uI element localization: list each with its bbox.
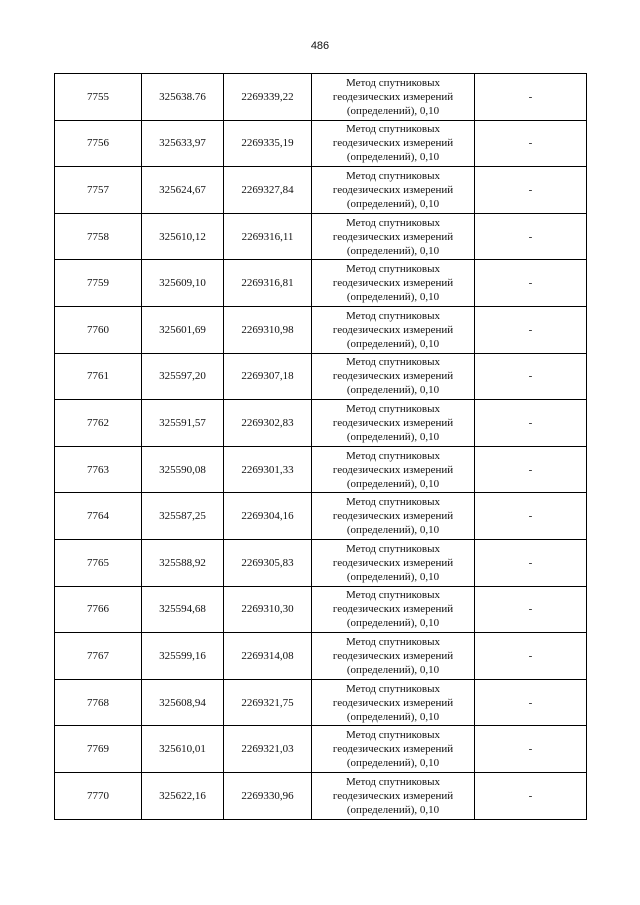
method-line: Метод спутниковых bbox=[346, 216, 440, 229]
extra-cell: - bbox=[475, 633, 587, 680]
x-coordinate-cell: 325610,01 bbox=[142, 726, 224, 773]
method-line: (определений), 0,10 bbox=[346, 757, 440, 770]
y-coordinate-cell: 2269327,84 bbox=[224, 167, 312, 214]
method-cell bbox=[312, 260, 475, 307]
extra-cell: - bbox=[475, 167, 587, 214]
coordinates-table-body bbox=[55, 74, 587, 820]
method-cell bbox=[312, 353, 475, 400]
method-line: (определений), 0,10 bbox=[346, 104, 440, 117]
method-line: (определений), 0,10 bbox=[346, 803, 440, 816]
method-line: (определений), 0,10 bbox=[346, 151, 440, 164]
method-line: (определений), 0,10 bbox=[346, 291, 440, 304]
method-line: геодезических измерений bbox=[332, 277, 454, 290]
method-line: Метод спутниковых bbox=[346, 682, 440, 695]
method-line: геодезических измерений bbox=[332, 90, 454, 103]
method-cell bbox=[312, 74, 475, 121]
method-line: Метод спутниковых bbox=[346, 402, 440, 415]
method-line: Метод спутниковых bbox=[346, 542, 440, 555]
point-number-cell: 7755 bbox=[55, 74, 142, 121]
x-coordinate-cell: 325610,12 bbox=[142, 213, 224, 260]
method-line: геодезических измерений bbox=[332, 510, 454, 523]
point-number-cell: 7767 bbox=[55, 633, 142, 680]
method-cell bbox=[312, 120, 475, 167]
y-coordinate-cell: 2269321,03 bbox=[224, 726, 312, 773]
table-row bbox=[55, 679, 587, 726]
x-coordinate-cell: 325590,08 bbox=[142, 446, 224, 493]
y-coordinate-cell: 2269316,11 bbox=[224, 213, 312, 260]
point-number-cell: 7756 bbox=[55, 120, 142, 167]
method-line: Метод спутниковых bbox=[346, 496, 440, 509]
extra-cell: - bbox=[475, 446, 587, 493]
x-coordinate-cell: 325591,57 bbox=[142, 400, 224, 447]
table-row bbox=[55, 260, 587, 307]
method-line: (определений), 0,10 bbox=[346, 570, 440, 583]
method-line: геодезических измерений bbox=[332, 789, 454, 802]
method-line: Метод спутниковых bbox=[346, 635, 440, 648]
y-coordinate-cell: 2269321,75 bbox=[224, 679, 312, 726]
method-cell bbox=[312, 772, 475, 819]
method-line: Метод спутниковых bbox=[346, 123, 440, 136]
method-cell bbox=[312, 446, 475, 493]
method-line: (определений), 0,10 bbox=[346, 384, 440, 397]
y-coordinate-cell: 2269330,96 bbox=[224, 772, 312, 819]
y-coordinate-cell: 2269310,98 bbox=[224, 306, 312, 353]
extra-cell: - bbox=[475, 400, 587, 447]
x-coordinate-cell: 325601,69 bbox=[142, 306, 224, 353]
extra-cell: - bbox=[475, 586, 587, 633]
y-coordinate-cell: 2269302,83 bbox=[224, 400, 312, 447]
method-line: геодезических измерений bbox=[332, 603, 454, 616]
table-row bbox=[55, 446, 587, 493]
table-row bbox=[55, 772, 587, 819]
point-number-cell: 7768 bbox=[55, 679, 142, 726]
x-coordinate-cell: 325587,25 bbox=[142, 493, 224, 540]
method-line: Метод спутниковых bbox=[346, 76, 440, 89]
method-line: (определений), 0,10 bbox=[346, 244, 440, 257]
x-coordinate-cell: 325597,20 bbox=[142, 353, 224, 400]
x-coordinate-cell: 325624,67 bbox=[142, 167, 224, 214]
extra-cell: - bbox=[475, 539, 587, 586]
extra-cell: - bbox=[475, 726, 587, 773]
method-line: Метод спутниковых bbox=[346, 263, 440, 276]
y-coordinate-cell: 2269314,08 bbox=[224, 633, 312, 680]
y-coordinate-cell: 2269307,18 bbox=[224, 353, 312, 400]
method-line: геодезических измерений bbox=[332, 556, 454, 569]
method-line: геодезических измерений bbox=[332, 137, 454, 150]
method-line: геодезических измерений bbox=[332, 183, 454, 196]
x-coordinate-cell: 325608,94 bbox=[142, 679, 224, 726]
extra-cell: - bbox=[475, 679, 587, 726]
method-line: (определений), 0,10 bbox=[346, 663, 440, 676]
method-cell bbox=[312, 213, 475, 260]
table-row bbox=[55, 306, 587, 353]
x-coordinate-cell: 325594,68 bbox=[142, 586, 224, 633]
method-line: геодезических измерений bbox=[332, 743, 454, 756]
method-line: Метод спутниковых bbox=[346, 449, 440, 462]
coordinates-table bbox=[54, 73, 587, 820]
method-line: геодезических измерений bbox=[332, 463, 454, 476]
table-row bbox=[55, 633, 587, 680]
table-row bbox=[55, 353, 587, 400]
point-number-cell: 7762 bbox=[55, 400, 142, 447]
table-row bbox=[55, 167, 587, 214]
method-line: Метод спутниковых bbox=[346, 775, 440, 788]
y-coordinate-cell: 2269301,33 bbox=[224, 446, 312, 493]
extra-cell: - bbox=[475, 120, 587, 167]
y-coordinate-cell: 2269310,30 bbox=[224, 586, 312, 633]
x-coordinate-cell: 325633,97 bbox=[142, 120, 224, 167]
method-line: (определений), 0,10 bbox=[346, 710, 440, 723]
method-line: Метод спутниковых bbox=[346, 729, 440, 742]
method-line: Метод спутниковых bbox=[346, 309, 440, 322]
x-coordinate-cell: 325599,16 bbox=[142, 633, 224, 680]
extra-cell: - bbox=[475, 353, 587, 400]
table-row bbox=[55, 120, 587, 167]
extra-cell: - bbox=[475, 493, 587, 540]
method-cell bbox=[312, 400, 475, 447]
x-coordinate-cell: 325638.76 bbox=[142, 74, 224, 121]
method-line: геодезических измерений bbox=[332, 370, 454, 383]
y-coordinate-cell: 2269339,22 bbox=[224, 74, 312, 121]
x-coordinate-cell: 325609,10 bbox=[142, 260, 224, 307]
x-coordinate-cell: 325622,16 bbox=[142, 772, 224, 819]
method-cell bbox=[312, 306, 475, 353]
table-row bbox=[55, 213, 587, 260]
method-line: геодезических измерений bbox=[332, 416, 454, 429]
y-coordinate-cell: 2269335,19 bbox=[224, 120, 312, 167]
extra-cell: - bbox=[475, 772, 587, 819]
method-cell bbox=[312, 493, 475, 540]
y-coordinate-cell: 2269304,16 bbox=[224, 493, 312, 540]
point-number-cell: 7760 bbox=[55, 306, 142, 353]
method-line: Метод спутниковых bbox=[346, 589, 440, 602]
point-number-cell: 7763 bbox=[55, 446, 142, 493]
table-row bbox=[55, 726, 587, 773]
method-line: (определений), 0,10 bbox=[346, 524, 440, 537]
method-line: (определений), 0,10 bbox=[346, 197, 440, 210]
method-cell bbox=[312, 726, 475, 773]
method-line: (определений), 0,10 bbox=[346, 477, 440, 490]
point-number-cell: 7770 bbox=[55, 772, 142, 819]
table-row bbox=[55, 74, 587, 121]
method-cell bbox=[312, 167, 475, 214]
point-number-cell: 7764 bbox=[55, 493, 142, 540]
method-line: геодезических измерений bbox=[332, 230, 454, 243]
method-cell bbox=[312, 679, 475, 726]
method-line: (определений), 0,10 bbox=[346, 617, 440, 630]
point-number-cell: 7761 bbox=[55, 353, 142, 400]
point-number-cell: 7765 bbox=[55, 539, 142, 586]
point-number-cell: 7757 bbox=[55, 167, 142, 214]
y-coordinate-cell: 2269316,81 bbox=[224, 260, 312, 307]
method-line: геодезических измерений bbox=[332, 649, 454, 662]
method-cell bbox=[312, 539, 475, 586]
extra-cell: - bbox=[475, 74, 587, 121]
page-number: 486 bbox=[310, 40, 330, 52]
point-number-cell: 7758 bbox=[55, 213, 142, 260]
table-row bbox=[55, 400, 587, 447]
method-line: (определений), 0,10 bbox=[346, 337, 440, 350]
method-line: Метод спутниковых bbox=[346, 169, 440, 182]
method-line: Метод спутниковых bbox=[346, 356, 440, 369]
method-cell bbox=[312, 633, 475, 680]
table-row bbox=[55, 586, 587, 633]
method-line: (определений), 0,10 bbox=[346, 430, 440, 443]
method-cell bbox=[312, 586, 475, 633]
extra-cell: - bbox=[475, 260, 587, 307]
point-number-cell: 7769 bbox=[55, 726, 142, 773]
table-row bbox=[55, 493, 587, 540]
point-number-cell: 7759 bbox=[55, 260, 142, 307]
point-number-cell: 7766 bbox=[55, 586, 142, 633]
method-line: геодезических измерений bbox=[332, 323, 454, 336]
y-coordinate-cell: 2269305,83 bbox=[224, 539, 312, 586]
extra-cell: - bbox=[475, 306, 587, 353]
x-coordinate-cell: 325588,92 bbox=[142, 539, 224, 586]
extra-cell: - bbox=[475, 213, 587, 260]
method-line: геодезических измерений bbox=[332, 696, 454, 709]
table-row bbox=[55, 539, 587, 586]
